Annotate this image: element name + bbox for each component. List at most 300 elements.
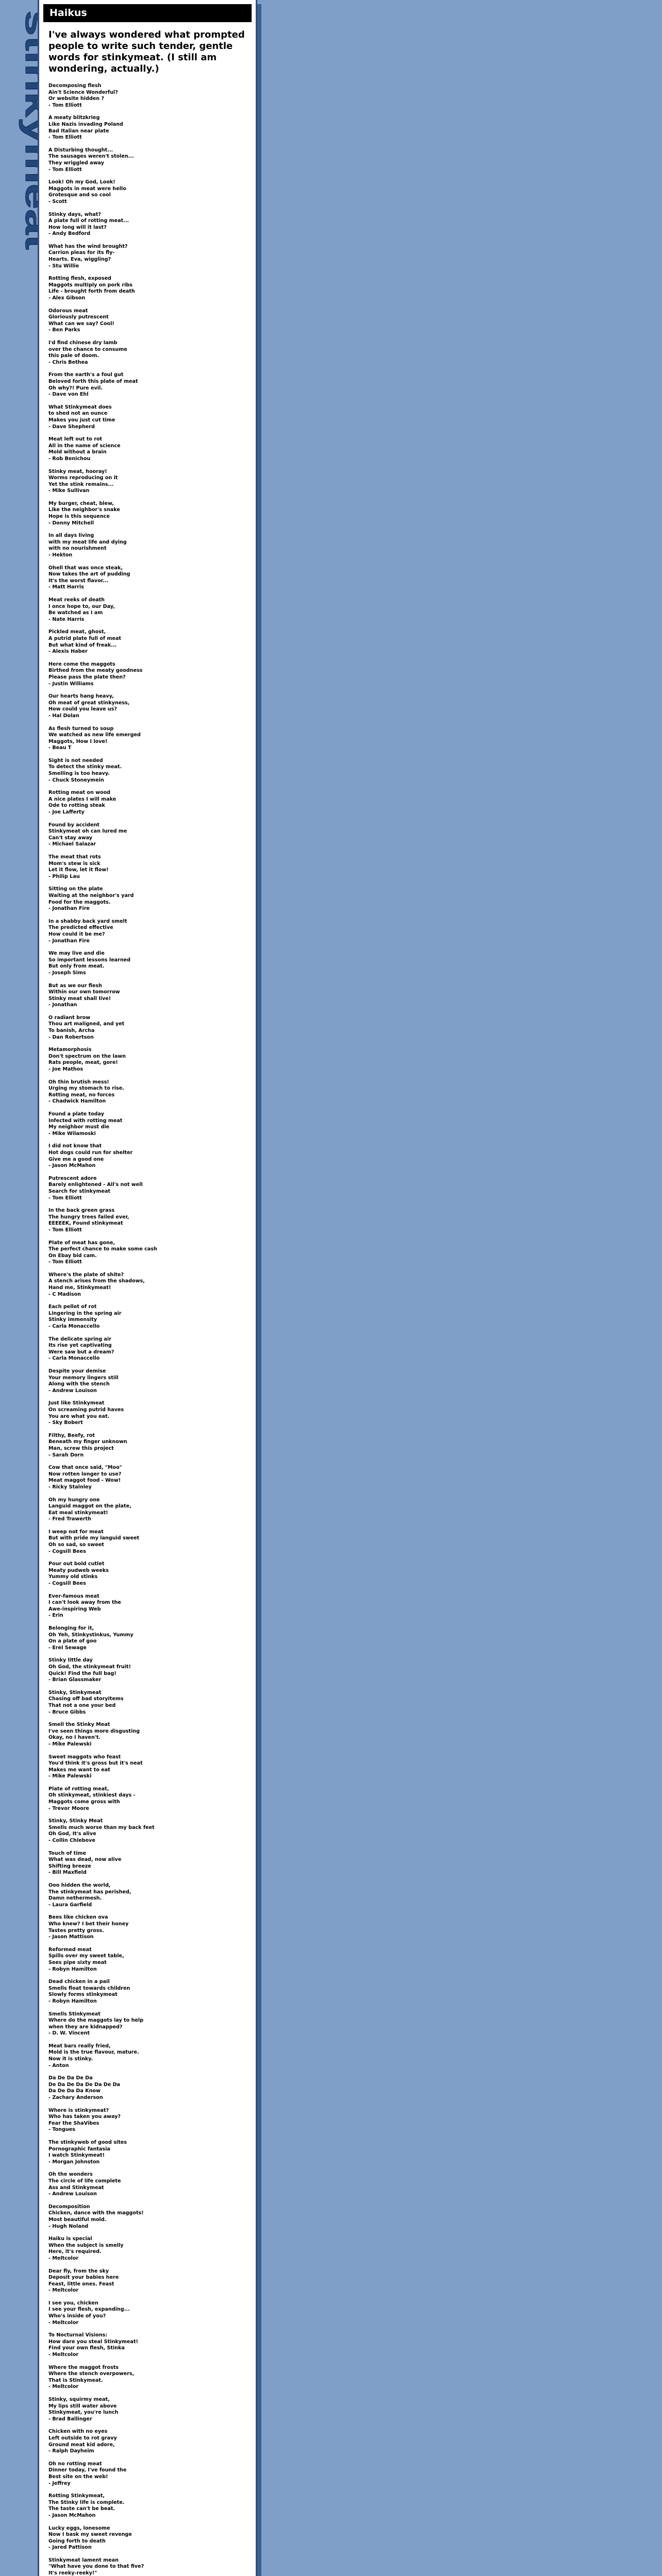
haiku-author: - Cogsill Bees [48, 1548, 86, 1554]
content-panel [38, 0, 257, 2576]
haiku-line: to shed not an ounce [48, 411, 108, 417]
haiku-line: Oh God, It's alive [48, 1831, 96, 1837]
haiku-line: To banish, Archa [48, 1028, 95, 1034]
haiku-line: Ooo hidden the world, [48, 1883, 111, 1888]
haiku-author: - Dan Robertson [48, 1034, 94, 1040]
haiku-line: Stinky, Stinkymeat [48, 1689, 102, 1696]
haiku-entry [48, 1754, 246, 1780]
haiku-line: So important lessons learned [48, 957, 131, 963]
haiku-line: O radiant brow [48, 1014, 91, 1021]
haiku-line: Find your own flesh, Stinka [48, 2345, 125, 2351]
haiku-entry [48, 1657, 246, 1683]
haiku-author: - Morgan Johnston [48, 2159, 100, 2165]
haiku-line: Oh stinkymeat, stinkiest days - [48, 1792, 136, 1799]
haiku-line: But as we our flesh [48, 982, 102, 989]
haiku-line: "What have you done to that five? [48, 2564, 144, 2570]
haiku-line: Cow that once said, "Moo" [48, 1465, 122, 1471]
haiku-author: - Fred Trawerth [48, 1516, 91, 1522]
haiku-line: Don't spectrum on the lawn [48, 1053, 126, 1059]
haiku-author: - Zachary Anderson [48, 2095, 103, 2101]
haiku-entry [48, 2397, 246, 2422]
haiku-line: Now takes the art of pudding [48, 571, 130, 578]
haiku-line: Mold without a brain [48, 449, 107, 455]
haiku-line: Dead chicken in a pail [48, 1979, 110, 1985]
haiku-line: Ass and Stinkymeat [48, 2184, 104, 2191]
haiku-line: Left outside to rot gravy [48, 2435, 117, 2441]
haiku-entry [48, 1883, 246, 1908]
haiku-line: Stinkymeat oh can lured me [48, 828, 127, 835]
haiku-line: Now rotten longer to use? [48, 1471, 122, 1477]
haiku-line: Smelling is too heavy. [48, 771, 110, 777]
haiku-line: Feast, little ones. Feast [48, 2281, 114, 2287]
haiku-entry [48, 1272, 246, 1298]
haiku-author: - Mike Sullivan [48, 488, 90, 494]
haiku-entry [48, 2365, 246, 2391]
haiku-line: I've seen things more disgusting [48, 1728, 140, 1734]
haiku-entry [48, 404, 246, 430]
haiku-entry [48, 2043, 246, 2069]
haiku-line: Now I bask my sweet revenge [48, 2532, 132, 2538]
haiku-line: I once hope to, our Day, [48, 603, 115, 609]
haiku-line: Ground meat kid adore, [48, 2442, 115, 2448]
haiku-line: Grotesque and so cool [48, 192, 111, 198]
haiku-author: - Robyn Hamilton [48, 1998, 97, 2004]
haiku-line: Where do the maggots lay to help [48, 2018, 144, 2024]
haiku-line: Plate of meat has gone, [48, 1240, 115, 1246]
haiku-entry [48, 212, 246, 238]
haiku-entry [48, 951, 246, 976]
haiku-line: Da De Da Da Know [48, 2088, 101, 2094]
haiku-entry [48, 2557, 246, 2576]
haiku-author: - Carla Monaccello [48, 1324, 100, 1330]
haiku-entry [48, 2429, 246, 2454]
haiku-line: What Stinkymeat does [48, 404, 112, 410]
haiku-line: Thou art maligned, and yet [48, 1021, 125, 1027]
haiku-line: Where's the plate of shite? [48, 1272, 124, 1278]
haiku-line: All in the name of science [48, 443, 121, 449]
haiku-author: - Mike Wilamoski [48, 1130, 96, 1137]
haiku-line: Smells Stinkymeat [48, 2011, 101, 2017]
haiku-line: Or website hidden ? [48, 96, 104, 102]
haiku-line: Ode to rotting steak [48, 803, 105, 809]
haiku-line: How could it be me? [48, 931, 105, 937]
haiku-author: - Sarah Dorn [48, 1452, 84, 1458]
haiku-line: Decomposition [48, 2204, 90, 2210]
haiku-entry [48, 693, 246, 719]
haiku-author: - C Madison [48, 1291, 81, 1297]
haiku-line: Bees like chicken ova [48, 1914, 108, 1921]
haiku-line: How dare you steal Stinkymeat! [48, 2338, 138, 2345]
haiku-entry [48, 2268, 246, 2294]
haiku-line: Infected with rotting meat [48, 1117, 123, 1124]
haiku-line: Stinky, Stinky Meat [48, 1818, 103, 1824]
haiku-line: Pornographic fantasia [48, 2146, 110, 2152]
haiku-line: Most beautiful mold. [48, 2216, 107, 2223]
haiku-entry [48, 469, 246, 495]
haiku-line: The stinkyweb of good sites [48, 2140, 127, 2145]
haiku-author: - Tom Elliott [48, 1227, 82, 1233]
haiku-line: Chicken with no eyes [48, 2429, 108, 2435]
haiku-entry [48, 2172, 246, 2197]
haiku-line: Beloved forth this plate of meat [48, 378, 138, 384]
haiku-line: Stinkymeat lament mean [48, 2557, 119, 2563]
haiku-line: Its rise yet captivating [48, 1343, 112, 1349]
haiku-author: - Tom Elliott [48, 1259, 82, 1265]
haiku-line: We may live and die [48, 951, 105, 957]
haiku-line: De Da De Da De Da De Da [48, 2081, 121, 2088]
haiku-line: when they are kidnapped? [48, 2024, 123, 2030]
haiku-line: Who has taken you away? [48, 2114, 121, 2120]
haiku-line: I watch Stinkymeat! [48, 2153, 105, 2159]
haiku-line: Within our own tomorrow [48, 989, 120, 995]
haiku-line: Food for the maggots. [48, 899, 111, 905]
haiku-entry [48, 1240, 246, 1266]
haiku-line: Barely enlightened - All's not well [48, 1182, 143, 1188]
haiku-author: - Joe Lafferty [48, 809, 85, 816]
haiku-line: Mold is the true flavour, mature. [48, 2049, 139, 2056]
site-logo[interactable] [4, 5, 54, 252]
haiku-line: In the back green grass [48, 1208, 115, 1214]
haiku-author: - Mike Palewski [48, 1741, 92, 1747]
haiku-line: I see your flesh, expanding... [48, 2307, 130, 2313]
haiku-entry [48, 1015, 246, 1041]
haiku-line: Beneath my finger unknown [48, 1439, 127, 1445]
haiku-author: - Philip Lau [48, 873, 80, 879]
haiku-entry [48, 1208, 246, 1233]
haiku-author: - Michael Salazar [48, 841, 96, 848]
haiku-author: - Andrew Louison [48, 1387, 97, 1394]
haiku-line: Worms reproducing on it [48, 475, 118, 481]
haiku-author: - Trevor Moore [48, 1805, 89, 1811]
haiku-author: - Hekton [48, 552, 73, 558]
haiku-line: Rotting flesh, exposed [48, 276, 111, 282]
haiku-entry [48, 1818, 246, 1844]
haiku-line: Where is stinkymeat? [48, 2107, 109, 2113]
haiku-line: My neighbor must die [48, 1124, 110, 1130]
haiku-line: Stinky immensity [48, 1317, 97, 1323]
haiku-line: A meaty blitzkrieg [48, 115, 100, 121]
haiku-author: - Ben Parks [48, 327, 80, 333]
haiku-line: Mom's stew is sick [48, 860, 101, 867]
haiku-author: - Brad Ballinger [48, 2416, 92, 2422]
haiku-line: It's the worst flavor... [48, 578, 108, 584]
haiku-author: - Alex Gibson [48, 295, 86, 301]
haiku-entry [48, 1176, 246, 1201]
haiku-line: What can we say? Cool! [48, 320, 114, 327]
haiku-entry [48, 1433, 246, 1459]
haiku-line: How long will it last? [48, 224, 107, 230]
haiku-author: - Meltcolor [48, 2384, 79, 2390]
haiku-line: I see you, chicken [48, 2300, 98, 2306]
haiku-line: with no nourishment [48, 546, 107, 552]
haiku-author: - Jeffrey [48, 2480, 71, 2486]
haiku-author: - Scott [48, 198, 67, 205]
haiku-line: What was dead, now alive [48, 1857, 122, 1863]
haiku-line: On screaming putrid haves [48, 1406, 124, 1413]
haiku-line: Found by accident [48, 822, 100, 828]
haiku-line: Look! Oh my God, Look! [48, 179, 115, 185]
haiku-entry [48, 276, 246, 301]
haiku-line: Give me a good one [48, 1156, 104, 1162]
haiku-line: Search for stinkymeat [48, 1188, 110, 1194]
haiku-line: Maggots in meat were hello [48, 185, 126, 192]
haiku-line: Oh why?! Pure evil. [48, 385, 103, 391]
haiku-entry [48, 1594, 246, 1619]
haiku-line: Dinner today, I've found the [48, 2467, 127, 2473]
haiku-entry [48, 1851, 246, 1876]
haiku-line: Here, it's required. [48, 2249, 102, 2255]
haiku-line: Spills over my sweet table, [48, 1953, 124, 1959]
haiku-line: I did not know that [48, 1143, 102, 1149]
haiku-line: Awe-inspiring Web [48, 1606, 101, 1612]
haiku-line: Quick! Find the full bag! [48, 1670, 117, 1676]
haiku-line: Filthy, Beefy, rot [48, 1432, 95, 1438]
haiku-entry [48, 983, 246, 1009]
haiku-line: In a shabby back yard smelt [48, 918, 127, 924]
haiku-line: Like the neighbor's snake [48, 507, 120, 513]
haiku-line: Odorous meat [48, 308, 88, 314]
haiku-entry [48, 1561, 246, 1587]
haiku-author: - Jonathan [48, 1002, 77, 1008]
haiku-line: You are what you eat. [48, 1413, 110, 1419]
haiku-entry [48, 790, 246, 816]
haiku-author: - D. W. Vincent [48, 2030, 90, 2037]
haiku-line: Chicken, dance with the maggots! [48, 2210, 144, 2216]
haiku-line: over the chance to consume [48, 346, 127, 352]
haiku-line: I'd find chinese dry lamb [48, 340, 118, 346]
haiku-line: A plate full of rotting meat... [48, 218, 129, 224]
haiku-line: Yummy old stinks [48, 1574, 98, 1580]
haiku-entry [48, 854, 246, 880]
haiku-line: Smell the Stinky Meat [48, 1722, 110, 1728]
haiku-author: - Carla Monaccello [48, 1355, 100, 1362]
haiku-line: Slowly forms stinkymeat [48, 1992, 118, 1998]
haiku-line: Hot dogs could run for shelter [48, 1149, 133, 1156]
haiku-entry [48, 533, 246, 558]
haiku-line: Ain't Science Wonderful? [48, 89, 118, 95]
haiku-author: - Tom Elliott [48, 134, 82, 141]
haiku-line: A Disturbing thought... [48, 147, 113, 153]
haiku-line: My lips still water above [48, 2403, 117, 2409]
haiku-entry [48, 886, 246, 912]
haiku-line: Ever-famous meat [48, 1593, 100, 1599]
haiku-line: From the earth's a foul gut [48, 372, 124, 378]
haiku-line: Oh meat of great stinkyness, [48, 700, 130, 706]
haiku-line: Reformed meat [48, 1946, 92, 1953]
haiku-entry [48, 2493, 246, 2519]
haiku-line: Oh no rotting meat [48, 2461, 102, 2467]
haiku-line: Best site on the web! [48, 2473, 108, 2480]
haiku-author: - Justin Williams [48, 681, 94, 687]
haiku-line: Let it flow, let it flow! [48, 867, 109, 873]
haiku-line: The hungry trees failed ever, [48, 1214, 129, 1220]
haiku-author: - Dave von Ehl [48, 392, 89, 398]
haiku-line: Like Nazis invading Poland [48, 121, 123, 127]
haiku-line: Makes me want to eat [48, 1767, 110, 1773]
haiku-line: The delicate spring air [48, 1336, 111, 1342]
haiku-entry [48, 1947, 246, 1973]
haiku-line: A nice plates I will make [48, 796, 117, 802]
haiku-line: Dear fly, from the sky [48, 2268, 109, 2274]
haiku-line: As flesh turned to soup [48, 725, 114, 732]
haiku-line: Carrion pleas for its fly- [48, 250, 115, 256]
haiku-line: Can't stay away [48, 835, 93, 841]
site-logo-text: stinkymeat [19, 10, 54, 177]
haiku-entry [48, 1529, 246, 1555]
haiku-author: - Stu Willie [48, 263, 79, 269]
haiku-line: Going forth to death [48, 2538, 106, 2544]
haiku-author: - Meltcolor [48, 2352, 79, 2358]
haiku-line: Here come the maggots [48, 661, 115, 667]
haiku-author: - Meltcolor [48, 2287, 79, 2294]
haiku-entry [48, 758, 246, 784]
haiku-line: The perfect chance to make some cash [48, 1246, 157, 1252]
haiku-line: Hope is this sequence [48, 514, 110, 520]
haiku-line: Our hearts hang heavy, [48, 693, 114, 700]
haiku-line: Meat left out to rot [48, 436, 103, 443]
haiku-line: Hearts. Eva, wiggling? [48, 257, 111, 263]
haiku-line: Gloriously putrescent [48, 314, 109, 320]
haiku-line: It's reeky-reeky!" [48, 2570, 97, 2576]
haiku-line: Decomposing flesh [48, 83, 102, 89]
haiku-line: Chasing off bad storyitems [48, 1696, 124, 1702]
haiku-line: this pale of doom. [48, 353, 100, 359]
haiku-author: - Andrew Louison [48, 2191, 97, 2197]
haiku-author: - Chuck Stoneymein [48, 777, 104, 783]
haiku-line: Man, screw this project [48, 1445, 114, 1451]
haiku-entry [48, 2300, 246, 2326]
haiku-line: We watched as new life emerged [48, 732, 141, 738]
haiku-line: Damn nethermesh. [48, 1895, 102, 1902]
haiku-entry [48, 1625, 246, 1651]
haiku-author: - Matt Harris [48, 584, 84, 590]
haiku-line: Stinkymeat, you're lunch [48, 2410, 119, 2416]
haiku-line: Da De Da De Da [48, 2075, 93, 2081]
haiku-entry [48, 340, 246, 366]
haiku-author: - Tongues [48, 2127, 75, 2133]
intro-text: I've always wondered what prompted people to write such tender, gentle words for stinkymeat. (I still am wondering, actually.) [48, 29, 245, 74]
haiku-line: Oh the wonders [48, 2172, 93, 2178]
haiku-line: They wriggled away [48, 160, 104, 166]
haiku-author: - Donny Mitchell [48, 520, 94, 526]
haiku-line: Pickled meat, ghost, [48, 629, 106, 635]
haiku-author: - Tom Elliott [48, 1195, 82, 1201]
haiku-entry [48, 2108, 246, 2133]
haiku-line: My burger, cheat, blew, [48, 500, 114, 506]
haiku-entry [48, 147, 246, 173]
haiku-author: - Jared Pattison [48, 2545, 92, 2551]
haiku-author: - Chris Bethea [48, 359, 88, 365]
haiku-line: Oh Yeh, Stinkystinkus, Yummy [48, 1632, 134, 1638]
haiku-author: - Nate Harris [48, 616, 85, 622]
haiku-line: I weep not for meat [48, 1529, 104, 1535]
haiku-line: What has the wind brought? [48, 243, 128, 249]
haiku-line: Oh so sad, so sweet [48, 1542, 104, 1548]
haiku-author: - Tom Elliott [48, 166, 82, 173]
haiku-line: The meat that rots [48, 854, 101, 860]
haiku-author: - Tom Elliott [48, 102, 82, 108]
haiku-line: Life - brought forth from death [48, 289, 135, 295]
haiku-line: Rotting meat, no forces [48, 1092, 115, 1098]
haiku-line: But only from meat. [48, 963, 105, 970]
haiku-line: How could you leave us? [48, 706, 117, 713]
haiku-entry [48, 1047, 246, 1073]
haiku-line: To Nocturnal Visions: [48, 2332, 108, 2338]
haiku-entry [48, 2011, 246, 2037]
haiku-line: The predicted effective [48, 925, 113, 931]
haiku-line: Ohell that was once steak, [48, 565, 123, 571]
haiku-line: Maggots come gross with [48, 1799, 120, 1805]
haiku-author: - Jason McMahon [48, 2512, 96, 2518]
haiku-line: A putrid plate full of meat [48, 635, 121, 641]
haiku-entry [48, 1914, 246, 1940]
haiku-line: Maggots, How I love! [48, 738, 108, 744]
haiku-author: - Joseph Sims [48, 970, 86, 976]
haiku-line: The sausages weren't stolen... [48, 154, 134, 160]
haiku-line: Please pass the plate then? [48, 674, 126, 680]
haiku-line: Deposit your babies here [48, 2275, 119, 2281]
haiku-line: Belonging for it, [48, 1625, 94, 1631]
haiku-line: Stinky days, what? [48, 211, 101, 217]
haiku-entry [48, 1143, 246, 1169]
haiku-author: - Jason Mattison [48, 1934, 94, 1940]
haiku-author: - Jonathan Fire [48, 938, 90, 944]
haiku-line: Meat maggot food - Wow! [48, 1478, 121, 1484]
haiku-author: - Sky Bobert [48, 1420, 83, 1426]
haiku-line: Be watched as I am [48, 610, 103, 616]
haiku-line: Oh thin brutish mess! [48, 1079, 109, 1085]
haiku-entry [48, 1079, 246, 1105]
haiku-author: - Dave Shepherd [48, 423, 95, 430]
haiku-author: - Rob Benichou [48, 455, 91, 462]
haiku-line: Oh my hungry one [48, 1497, 100, 1503]
haiku-entry [48, 1336, 246, 1362]
haiku-line: Stinky little day [48, 1657, 93, 1664]
haiku-line: Touch of time [48, 1850, 87, 1856]
haiku-line: Pour out bold cutlet [48, 1561, 105, 1567]
haiku-entry [48, 115, 246, 141]
haiku-line: Smells float towards children [48, 1985, 130, 1991]
haiku-line: Sees pipe sixty meat [48, 1959, 107, 1965]
haiku-list [48, 83, 246, 2576]
haiku-author: - Bruce Gibbs [48, 1709, 86, 1715]
haiku-author: - Hugh Noland [48, 2223, 89, 2229]
haiku-entry [48, 179, 246, 205]
haiku-entry [48, 1400, 246, 1426]
haiku-line: Who's inside of you? [48, 2313, 106, 2319]
haiku-line: Rats people, meat, gore! [48, 1060, 118, 1066]
haiku-author: - Erel Sewage [48, 1645, 87, 1651]
haiku-line: Eat meal stinkymeat! [48, 1510, 108, 1516]
haiku-entry [48, 308, 246, 334]
haiku-author: - Ralph Dayheim [48, 2448, 94, 2454]
haiku-entry [48, 1786, 246, 1812]
haiku-author: - Meltcolor [48, 2319, 79, 2326]
haiku-line: EEEEEK, Found stinkymeat [48, 1221, 123, 1227]
haiku-line: Rotting Stinkymeat, [48, 2493, 105, 2499]
haiku-line: Meat reeks of death [48, 597, 105, 603]
haiku-entry [48, 1690, 246, 1716]
section-title: Haikus [43, 4, 252, 22]
haiku-line: But with pride my languid sweet [48, 1535, 140, 1541]
haiku-author: - Joe Mathos [48, 1066, 84, 1073]
haiku-line: Rotting meat on wood [48, 790, 111, 796]
haiku-line: Makes you just cut time [48, 417, 115, 423]
haiku-line: On Ebay bid cam. [48, 1252, 97, 1259]
haiku-entry [48, 822, 246, 848]
haiku-entry [48, 1465, 246, 1490]
haiku-entry [48, 726, 246, 752]
